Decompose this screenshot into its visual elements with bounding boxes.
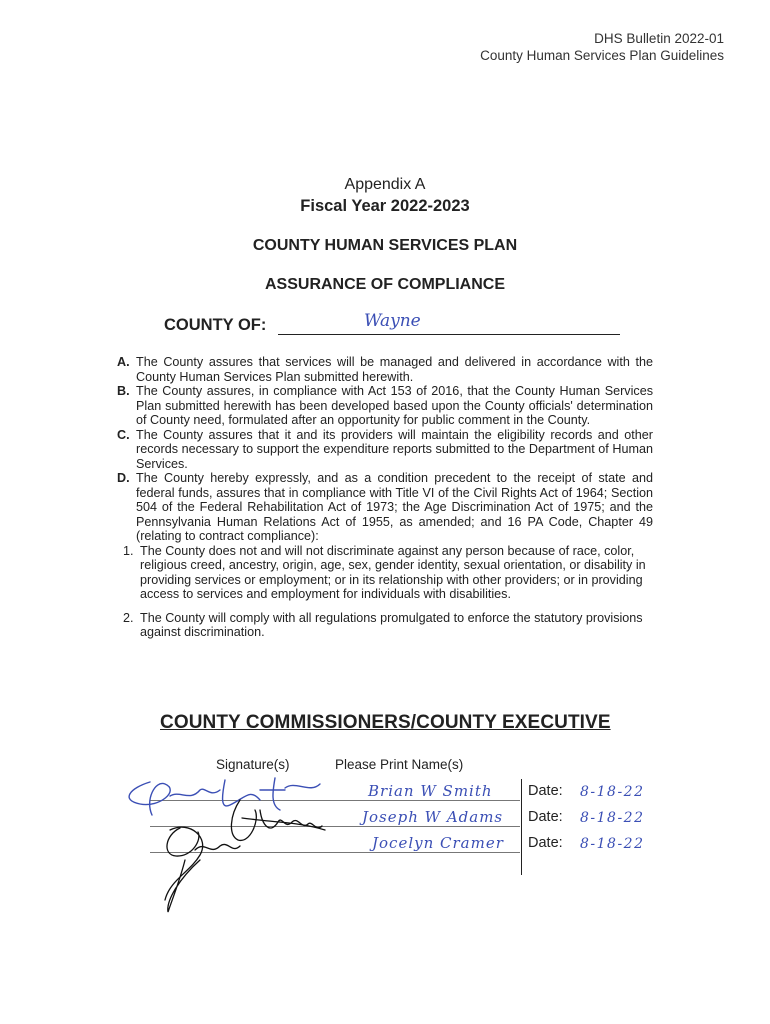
item-text: The County assures, in compliance with Act 153 of 2016, that the County Human Services Plan submitted herewith has been developed based upon the County officials' determination of County need, formulated after an opportunity for public comment in the County. — [136, 384, 653, 427]
county-underline — [278, 334, 620, 335]
signed-date: 8-18-22 — [580, 810, 645, 826]
date-label: Date: — [528, 835, 563, 851]
subitem-text: The County will comply with all regulations promulgated to enforce the statutory provisions against discrimination. — [140, 610, 643, 639]
item-label: C. — [117, 427, 130, 442]
commissioners-heading: COUNTY COMMISSIONERS/COUNTY EXECUTIVE — [160, 712, 611, 733]
assurance-subitem-1 — [117, 544, 653, 602]
print-name-label: Please Print Name(s) — [335, 757, 464, 772]
assurance-item-b — [117, 384, 653, 428]
item-label: A. — [117, 355, 130, 369]
fiscal-year: Fiscal Year 2022-2023 — [300, 197, 470, 215]
page-header — [480, 30, 724, 64]
county-label: COUNTY OF: — [164, 316, 267, 334]
item-text: The County assures that it and its providers will maintain the eligibility records and other records necessary to support the expenditure reports submitted to the Department of Human Services. — [136, 427, 653, 471]
date-label: Date: — [528, 809, 563, 825]
county-value: Wayne — [364, 311, 421, 331]
plan-title: COUNTY HUMAN SERVICES PLAN — [252, 237, 518, 254]
printed-name: Joseph W Adams — [362, 808, 504, 826]
item-label: B. — [117, 384, 130, 398]
item-label: D. — [117, 471, 130, 485]
assurance-list — [117, 355, 653, 640]
item-text: The County hereby expressly, and as a condition precedent to the receipt of state and federal funds, assures that in compliance with Title VI of the Civil Rights Act of 1964; Section 504 of the Federal Rehabilitation Act of 1973; the Age Discrimination Act of 1975; and the Pennsylvania Human Relations Act of 1955, as amended; and 16 PA Code, Chapter 49 (relating to contract compliance): — [136, 471, 653, 543]
signature-jocelyn-cramer — [165, 827, 240, 912]
assurance-title: ASSURANCE OF COMPLIANCE — [264, 276, 505, 293]
subitem-label: 1. — [123, 543, 134, 558]
printed-name: Brian W Smith — [368, 782, 493, 800]
appendix-label: Appendix A — [344, 176, 426, 193]
signed-date: 8-18-22 — [580, 836, 645, 852]
subitem-text: The County does not and will not discriminate against any person because of race, color, religious creed, ancestry, origin, age, sex, gender identity, sexual orientation, or disability in providing services or employment; or in its relationship with other providers; or in providing access to services and employment for individuals with disabilities. — [140, 543, 646, 601]
subitem-label: 2. — [123, 610, 134, 625]
assurance-item-c — [117, 428, 653, 472]
assurance-subitem-2 — [117, 611, 653, 640]
assurance-item-a — [117, 355, 653, 384]
handwritten-signatures — [110, 760, 340, 920]
bulletin-number: DHS Bulletin 2022-01 — [594, 31, 724, 46]
date-label: Date: — [528, 783, 563, 799]
assurance-item-d — [117, 471, 653, 544]
date-divider — [521, 779, 522, 875]
signature-label: Signature(s) — [216, 757, 290, 772]
signed-date: 8-18-22 — [580, 784, 645, 800]
signature-joseph-adams — [231, 800, 325, 840]
guidelines-title: County Human Services Plan Guidelines — [480, 48, 724, 63]
signature-brian-smith — [129, 778, 320, 815]
item-text: The County assures that services will be managed and delivered in accordance with the County Human Services Plan submitted herewith. — [136, 355, 653, 384]
printed-name: Jocelyn Cramer — [372, 834, 504, 852]
